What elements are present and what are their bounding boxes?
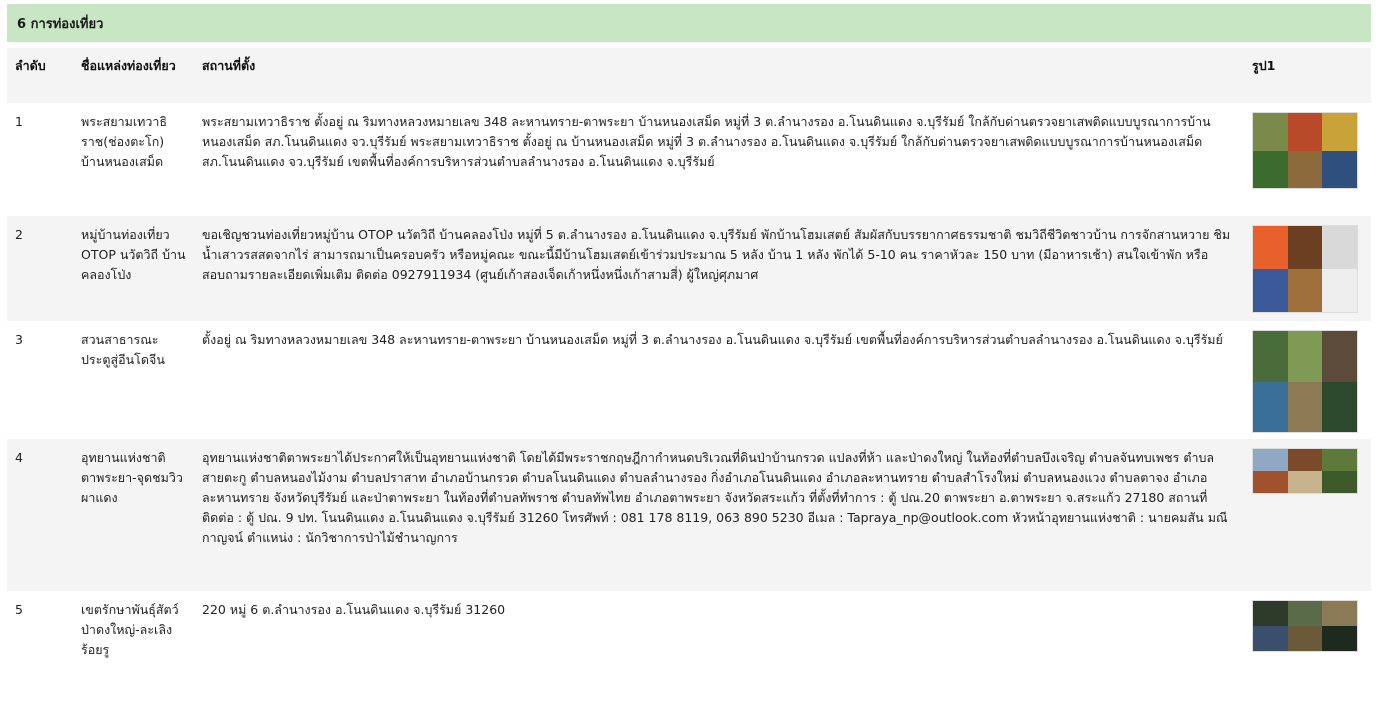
tourism-table — [7, 48, 1371, 675]
table-row — [7, 216, 1371, 321]
photo-tile — [1253, 226, 1288, 269]
row-name: เขตรักษาพันธุ์สัตว์ป่าดงใหญ่-ละเลิงร้อยรู — [81, 602, 179, 657]
photo-tile — [1288, 226, 1323, 269]
photo-tile — [1322, 626, 1357, 651]
attraction-thumbnail[interactable] — [1252, 600, 1358, 652]
photo-tile — [1322, 113, 1357, 151]
row-picture-cell — [1244, 216, 1371, 321]
row-picture-cell — [1244, 103, 1371, 216]
photo-tile — [1322, 269, 1357, 312]
table-row — [7, 591, 1371, 675]
attraction-thumbnail[interactable] — [1252, 330, 1358, 433]
photo-tile — [1288, 626, 1323, 651]
header-no: ลำดับ — [15, 58, 46, 73]
photo-tile — [1322, 382, 1357, 433]
row-location: อุทยานแห่งชาติตาพระยาได้ประกาศให้เป็นอุทยานแห่งชาติ โดยได้มีพระราชกฤษฎีกากำหนดบริเวณที่ดินป่าบ้านกรวด แปลงที่ห้า และป่าดงใหญ่ ในท้องที่ตำบลบึงเจริญ ตำบลจันทบเพชร ตำบลสายตะกู ตำบลหนองไม้งาม ตำบลปราสาท อำเภอบ้านกรวด ตำบลโนนดินแดง ตำบลลำนางรอง กิ่งอำเภอโนนดินแดง อำเภอละหานทราย ตำบลสำโรงใหม่ ตำบลหนองแวง ตำบลตาจง อำเภอละหานทราย จังหวัดบุรีรัมย์ และป่าตาพระยา ในท้องที่ตำบลทัพราช ตำบลทัพไทย อำเภอตาพระยา จังหวัดสระแก้ว ที่ตั้งที่ทำการ : ตู้ ปณ.20 ตาพระยา อ.ตาพระยา จ.สระแก้ว 27180 สถานที่ติดต่อ : ตู้ ปณ. 9 ปท. โนนดินแดง อ.โนนดินแดง จ.บุรีรัมย์ 31260 โทรศัพท์ : 081 178 8119, 063 890 5230 อีเมล : Tapraya_np@outlook.com หัวหน้าอุทยานแห่งชาติ : นายคมสัน มณีกาญจน์ ตำแหน่ง : นักวิชาการป่าไม้ชำนาญการ — [202, 450, 1228, 545]
row-name: พระสยามเทวาธิราช(ช่องตะโก) บ้านหนองเสม็ด — [81, 114, 168, 169]
photo-tile — [1253, 382, 1288, 433]
photo-tile — [1253, 151, 1288, 189]
row-name: หมู่บ้านท่องเที่ยว OTOP นวัตวิถี บ้านคลองโป่ง — [81, 227, 186, 282]
row-location: ขอเชิญชวนท่องเที่ยวหมู่บ้าน OTOP นวัตวิถี บ้านคลองโป่ง หมู่ที่ 5 ต.ลำนางรอง อ.โนนดินแดง จ.บุรีรัมย์ พักบ้านโฮมเสตย์ สัมผัสกับบรรยากาศธรรมชาติ ชมวิถีชีวิตชาวบ้าน การจักสานหวาย ชิมน้ำเสาวรสสดจากไร่ สามารถมาเป็นครอบครัว หรือหมู่คณะ ขณะนี้มีบ้านโฮมเสตย์เข้าร่วมประมาณ 5 หลัง บ้าน 1 หลัง พักได้ 5-10 คน ราคาหัวละ 150 บาท (มีอาหารเช้า) สนใจเข้าพัก หรือสอบถามรายละเอียดเพิ่มเติม ติดต่อ 0927911934 (ศูนย์เก้าสองเจ็ดเก้าหนึ่งหนึ่งเก้าสามสี่) ผู้ใหญ่ศุภมาศ — [202, 227, 1231, 282]
row-picture-cell — [1244, 439, 1371, 591]
photo-tile — [1253, 471, 1288, 493]
photo-tile — [1253, 269, 1288, 312]
row-no: 2 — [15, 227, 23, 242]
header-row — [7, 48, 1371, 103]
photo-tile — [1322, 471, 1357, 493]
photo-tile — [1253, 449, 1288, 471]
header-picture: รูป1 — [1252, 58, 1276, 73]
table-row — [7, 103, 1371, 216]
row-location: ตั้งอยู่ ณ ริมทางหลวงหมายเลข 348 ละหานทราย-ตาพระยา บ้านหนองเสม็ด หมู่ที่ 3 ต.ลำนางรอง อ.โนนดินแดง จ.บุรีรัมย์ เขตพื้นที่องค์การบริหารส่วนตำบลลำนางรอง อ.โนนดินแดง จ.บุรีรัมย์ — [202, 332, 1223, 347]
row-no: 3 — [15, 332, 23, 347]
photo-tile — [1253, 626, 1288, 651]
photo-tile — [1253, 331, 1288, 382]
photo-tile — [1253, 601, 1288, 626]
row-name: อุทยานแห่งชาติตาพระยา-จุดชมวิวผาแดง — [81, 450, 183, 505]
row-location: 220 หมู่ 6 ต.ลำนางรอง อ.โนนดินแดง จ.บุรีรัมย์ 31260 — [202, 602, 506, 617]
photo-tile — [1288, 471, 1323, 493]
photo-tile — [1288, 382, 1323, 433]
row-no: 4 — [15, 450, 23, 465]
attraction-thumbnail[interactable] — [1252, 448, 1358, 494]
photo-tile — [1322, 601, 1357, 626]
row-no: 5 — [15, 602, 23, 617]
attraction-thumbnail[interactable] — [1252, 225, 1358, 313]
table-body — [7, 103, 1371, 675]
row-no: 1 — [15, 114, 23, 129]
row-picture-cell — [1244, 321, 1371, 439]
photo-tile — [1322, 449, 1357, 471]
photo-tile — [1288, 601, 1323, 626]
section-title: 6 การท่องเที่ยว — [7, 4, 1371, 42]
row-picture-cell — [1244, 591, 1371, 675]
table-row — [7, 439, 1371, 591]
attraction-thumbnail[interactable] — [1252, 112, 1358, 189]
photo-tile — [1322, 151, 1357, 189]
header-name: ชื่อแหล่งท่องเที่ยว — [81, 58, 176, 73]
photo-tile — [1288, 113, 1323, 151]
row-location: พระสยามเทวาธิราช ตั้งอยู่ ณ ริมทางหลวงหมายเลข 348 ละหานทราย-ตาพระยา บ้านหนองเสม็ด หมู่ที่ 3 ต.ลำนางรอง อ.โนนดินแดง จ.บุรีรัมย์ ใกล้กับด่านตรวจยาเสพติดแบบบูรณาการบ้านหนองเสม็ด สภ.โนนดินแดง จว.บุรีรัมย์ พระสยามเทวาธิราช ตั้งอยู่ ณ บ้านหนองเสม็ด หมู่ที่ 3 ต.ลำนางรอง อ.โนนดินแดง จ.บุรีรัมย์ ใกล้กับด่านตรวจยาเสพติดแบบบูรณาการบ้านหนองเสม็ด สภ.โนนดินแดง จว.บุรีรัมย์ เขตพื้นที่องค์การบริหารส่วนตำบลลำนางรอง อ.โนนดินแดง จ.บุรีรัมย์ — [202, 114, 1211, 169]
photo-tile — [1322, 331, 1357, 382]
photo-tile — [1288, 269, 1323, 312]
photo-tile — [1253, 113, 1288, 151]
photo-tile — [1322, 226, 1357, 269]
photo-tile — [1288, 151, 1323, 189]
photo-tile — [1288, 449, 1323, 471]
table-header — [7, 48, 1371, 103]
row-name: สวนสาธารณะประตูสู่อีนโดจีน — [81, 332, 165, 367]
table-row — [7, 321, 1371, 439]
photo-tile — [1288, 331, 1323, 382]
header-location: สถานที่ตั้ง — [202, 58, 256, 73]
